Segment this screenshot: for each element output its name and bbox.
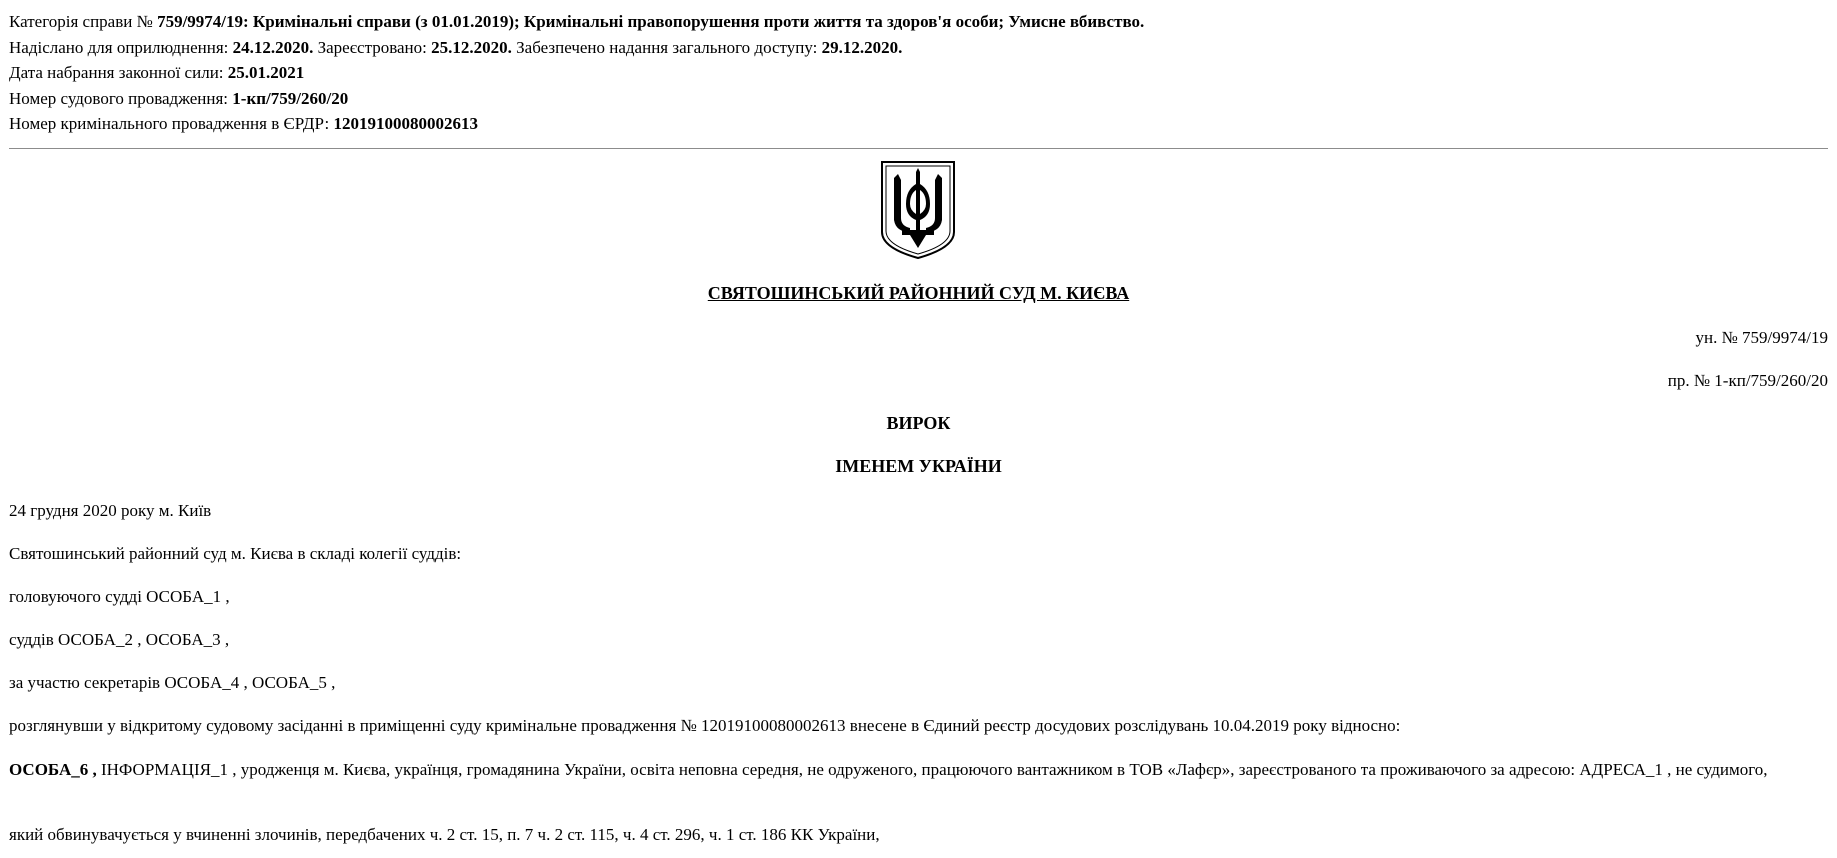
access-label: Забезпечено надання загального доступу: bbox=[511, 37, 822, 57]
case-category-label: Категорія справи № bbox=[9, 12, 158, 31]
case-number: ун. № 759/9974/19 bbox=[1695, 328, 1828, 347]
registered-label: Зареєстровано: bbox=[313, 37, 432, 57]
proceeding-number-ref: пр. № 1-кп/759/260/20 bbox=[1667, 371, 1828, 390]
defendant-details: ІНФОРМАЦІЯ_1 , уродженця м. Києва, українця, громадянина України, освіта неповна середня, не одруженого, працюючого вантажником в ТОВ «Лафєр», зареєстрованого та проживаючого за адресою: АДРЕСА_1 , не судимого, bbox=[96, 760, 1768, 779]
case-category-value: 759/9974/19: Кримінальні справи (з 01.01.2019); Кримінальні правопорушення проти життя та здоров'я особи; Умисне вбивство. bbox=[157, 12, 1145, 31]
sent-date: 24.12.2020. bbox=[232, 37, 314, 57]
case-category-line bbox=[9, 9, 1828, 35]
secretaries: за участю секретарів ОСОБА_4 , ОСОБА_5 , bbox=[9, 673, 336, 692]
access-date: 29.12.2020. bbox=[821, 37, 903, 57]
erdr-number: 12019100080002613 bbox=[333, 114, 479, 133]
erdr-number-line bbox=[9, 111, 1828, 137]
considered-paragraph: розглянувши у відкритому судовому засіданні в приміщенні суду кримінальне провадження № 12019100080002613 внесене в Єдиний реєстр досудових розслідувань 10.04.2019 року відносно: bbox=[9, 716, 1401, 735]
defendant-name: ОСОБА_6 , bbox=[9, 760, 97, 779]
effective-date-line bbox=[9, 60, 1828, 86]
coat-of-arms-icon bbox=[880, 160, 956, 260]
proceeding-number-line bbox=[9, 86, 1828, 112]
registered-date: 25.12.2020. bbox=[431, 37, 512, 57]
date-place: 24 грудня 2020 року м. Київ bbox=[9, 501, 212, 520]
accused-of-paragraph: який обвинувачується у вчиненні злочинів, передбачених ч. 2 ст. 15, п. 7 ч. 2 ст. 115, ч. 4 ст. 296, ч. 1 ст. 186 КК України, bbox=[9, 825, 880, 844]
publication-dates-line bbox=[9, 35, 1828, 61]
in-name-of-ukraine: ІМЕНЕМ УКРАЇНИ bbox=[835, 456, 1002, 476]
erdr-label: Номер кримінального провадження в ЄРДР: bbox=[9, 114, 334, 133]
header-divider bbox=[9, 148, 1828, 149]
effective-date: 25.01.2021 bbox=[227, 63, 305, 82]
case-metadata bbox=[9, 9, 1828, 137]
defendant-paragraph bbox=[9, 759, 1828, 780]
proceeding-label: Номер судового провадження: bbox=[9, 88, 233, 108]
presiding-judge: головуючого судді ОСОБА_1 , bbox=[9, 587, 230, 606]
effective-label: Дата набрання законної сили: bbox=[9, 63, 228, 82]
court-name: СВЯТОШИНСЬКИЙ РАЙОННИЙ СУД М. КИЄВА bbox=[707, 283, 1130, 303]
verdict-title: ВИРОК bbox=[886, 413, 951, 433]
sent-label: Надіслано для оприлюднення: bbox=[9, 37, 233, 57]
proceeding-number: 1-кп/759/260/20 bbox=[232, 88, 349, 108]
panel-intro: Святошинський районний суд м. Києва в складі колегії суддів: bbox=[9, 544, 462, 563]
judges: суддів ОСОБА_2 , ОСОБА_3 , bbox=[9, 630, 230, 649]
